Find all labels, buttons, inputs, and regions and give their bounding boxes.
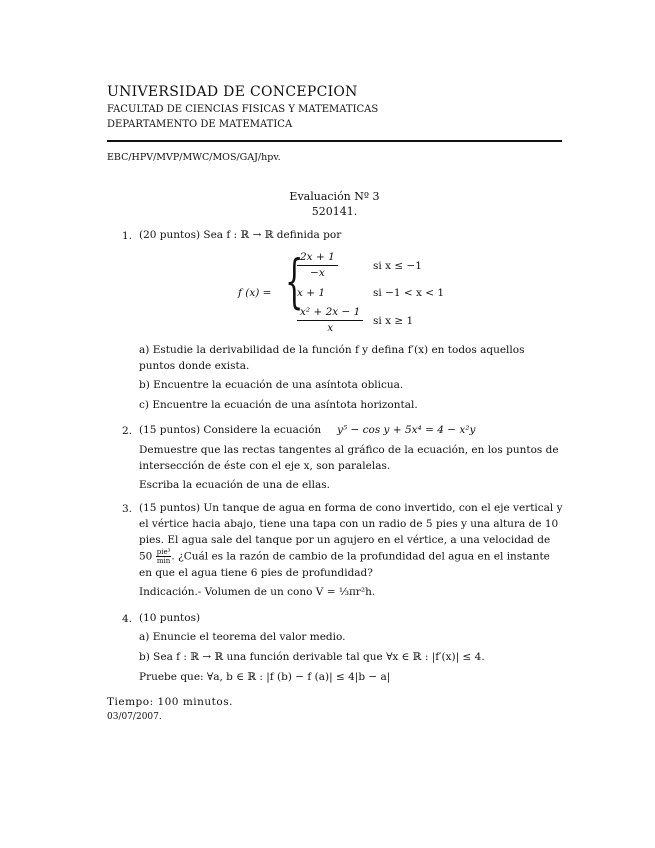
q1-case3 [297,305,363,336]
exam-title: Evaluación Nº 3 [289,190,380,203]
q1-part-c: c) Encuentre la ecuación de una asíntota horizontal. [139,399,418,411]
q2-line1: Demuestre que las rectas tangentes al gráfico de la ecuación, en los puntos de [139,444,559,456]
q2-equation: y⁵ − cos y + 5x⁴ = 4 − x²y [337,424,476,436]
q1-case1-denominator: −x [310,267,325,279]
q1-case1-condition: si x ≤ −1 [373,260,422,272]
q3-rate-unit-numerator: pie³ [156,548,171,556]
faculty-name: FACULTAD DE CIENCIAS FISICAS Y MATEMATICAS [107,104,379,115]
q1-case1 [297,250,338,281]
q4-part-a: a) Enuncie el teorema del valor medio. [139,631,346,643]
q1-function-label: f (x) = [238,287,272,299]
q2-number: 2. [122,425,133,437]
q2-intro: (15 puntos) Considere la ecuación [139,424,322,436]
q1-part-b: b) Encuentre la ecuación de una asíntota oblicua. [139,379,404,391]
q1-part-a-line2: puntos donde exista. [139,360,250,372]
q2-line3: Escriba la ecuación de una de ellas. [139,479,330,491]
q3-line4 [139,548,550,565]
header-divider [107,140,562,142]
q4-intro: (10 puntos) [139,612,201,624]
q4-prove: Pruebe que: ∀a, b ∈ ℝ : |f (b) − f (a)| ≤ 4|b − a| [139,671,391,683]
department-name: DEPARTAMENTO DE MATEMATICA [107,119,293,130]
q3-line3: pies. El agua sale del tanque por un agujero en el vértice, a una velocidad de [139,534,551,546]
q2-line2: intersección de éste con el eje x, son paralelas. [139,460,391,472]
q1-case3-condition: si x ≥ 1 [373,315,414,327]
q1-case3-denominator: x [327,322,334,334]
q3-number: 3. [122,503,133,515]
exam-date: 03/07/2007. [107,712,162,722]
q3-rate-unit-denominator: min [156,557,171,565]
q1-intro: (20 puntos) Sea f : ℝ → ℝ definida por [139,229,342,241]
q3-line5: en que el agua tiene 6 pies de profundidad? [139,567,373,579]
course-code: 520141. [311,205,358,218]
q1-case3-numerator: x² + 2x − 1 [297,305,363,321]
q4-part-b: b) Sea f : ℝ → ℝ una función derivable tal que ∀x ∈ ℝ : |f′(x)| ≤ 4. [139,651,485,663]
q1-case1-numerator: 2x + 1 [297,250,338,266]
q3-line2: el vértice hacia abajo, tiene una tapa con un radio de 5 pies y una altura de 10 [139,518,559,530]
time-allowed: Tiempo: 100 minutos. [107,696,233,708]
q1-brace: { [285,247,304,315]
q3-line4-text: . ¿Cuál es la razón de cambio de la profundidad del agua en el instante [171,550,550,563]
university-name: UNIVERSIDAD DE CONCEPCION [107,84,358,100]
q3-line1: (15 puntos) Un tanque de agua en forma de cono invertido, con el eje vertical y [139,502,563,514]
q3-hint: Indicación.- Volumen de un cono V = ⅓πr²h. [139,586,376,598]
authors-line: EBC/HPV/MVP/MWC/MOS/GAJ/hpv. [107,152,281,163]
q4-number: 4. [122,613,133,625]
q3-rate-value: 50 [139,550,153,563]
q1-case2-condition: si −1 < x < 1 [373,287,445,299]
q1-case2: x + 1 [297,287,326,299]
q1-part-a-line1: a) Estudie la derivabilidad de la función f y defina f′(x) en todos aquellos [139,344,525,356]
q1-number: 1. [122,230,133,242]
